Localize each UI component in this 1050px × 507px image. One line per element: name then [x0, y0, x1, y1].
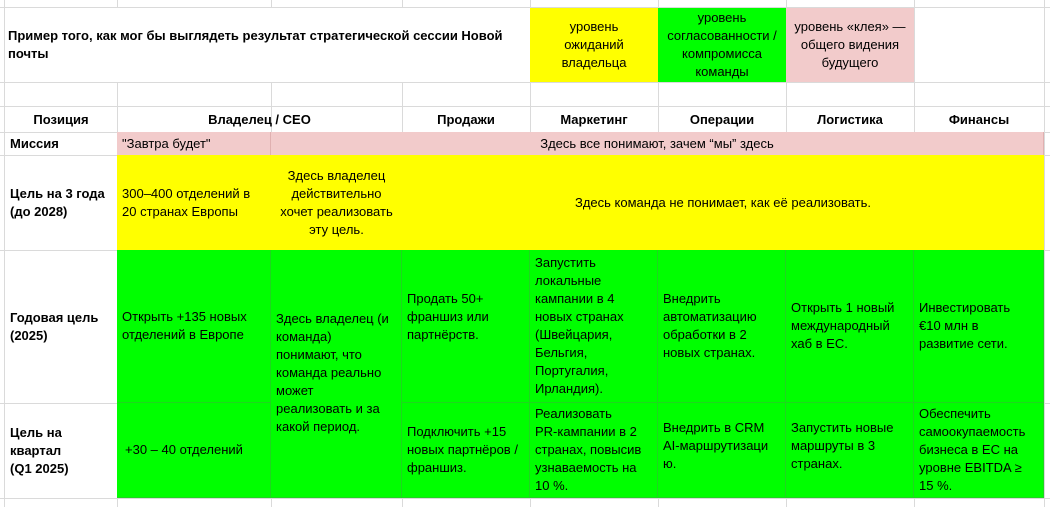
mission-shared-cell[interactable]: Здесь все понимают, зачем “мы” здесь [271, 132, 1044, 156]
row-label-annual[interactable]: Годовая цель (2025) [10, 310, 99, 343]
annual-sales-cell[interactable]: Продать 50+ франшиз или партнёрств. [402, 250, 530, 403]
header-owner-ceo[interactable]: Владелец / CEO [208, 111, 311, 127]
quarter-owner-cell[interactable]: +30 – 40 отделений [117, 403, 271, 498]
quarter-sales-cell[interactable]: Подключить +15 новых партнёров / франшиз. [402, 403, 530, 498]
annual-operations-cell[interactable]: Внедрить автоматизацию обработки в 2 новых странах. [658, 250, 786, 403]
three-year-owner-note-cell[interactable]: Здесь владелец действительно хочет реализовать эту цель. [271, 155, 402, 250]
owner-team-shared-note-cell[interactable]: Здесь владелец (и команда) понимают, что команда реально может реализовать и за какой период. [271, 250, 402, 498]
legend-owner-expectations[interactable]: уровень ожиданий владельца [530, 8, 658, 82]
quarter-finance-cell[interactable]: Обеспечить самоокупаемость бизнеса в ЕС на уровне EBITDA ≥ 15 %. [914, 403, 1044, 498]
header-logistics[interactable]: Логистика [817, 111, 883, 127]
annual-owner-cell[interactable]: Открыть +135 новых отделений в Европе [117, 250, 271, 403]
legend-shared-vision[interactable]: уровень «клея» — общего видения будущего [786, 8, 914, 82]
mission-owner-cell[interactable]: "Завтра будет" [117, 132, 271, 156]
legend-team-alignment[interactable]: уровень согласованности / компромисса команды [658, 8, 786, 82]
row-label-three-year[interactable]: Цель на 3 года (до 2028) [10, 186, 105, 219]
quarter-marketing-cell[interactable]: Реализовать PR-кампании в 2 странах, повысив узнаваемость на 10 %. [530, 403, 658, 498]
header-operations[interactable]: Операции [689, 111, 755, 127]
header-sales[interactable]: Продажи [437, 111, 495, 127]
sheet-title[interactable]: Пример того, как мог бы выглядеть результат стратегической сессии Новой почты [5, 8, 529, 82]
row-label-mission[interactable]: Миссия [10, 136, 59, 151]
header-position[interactable]: Позиция [33, 111, 89, 127]
annual-finance-cell[interactable]: Инвестировать €10 млн в развитие сети. [914, 250, 1044, 403]
annual-logistics-cell[interactable]: Открыть 1 новый международный хаб в ЕС. [786, 250, 914, 403]
annual-marketing-cell[interactable]: Запустить локальные кампании в 4 новых странах (Швейцария, Бельгия, Португалия, Ирландия). [530, 250, 658, 403]
quarter-operations-cell[interactable]: Внедрить в CRM AI-маршрутизаци ю. [658, 403, 786, 498]
header-finance[interactable]: Финансы [948, 111, 1010, 127]
row-label-quarter[interactable]: Цель на квартал (Q1 2025) [10, 425, 69, 476]
three-year-owner-cell[interactable]: 300–400 отделений в 20 странах Европы [117, 155, 271, 250]
quarter-logistics-cell[interactable]: Запустить новые маршруты в 3 странах. [786, 403, 914, 498]
three-year-team-cell[interactable]: Здесь команда не понимает, как её реализовать. [402, 155, 1044, 250]
header-marketing[interactable]: Маркетинг [560, 111, 628, 127]
